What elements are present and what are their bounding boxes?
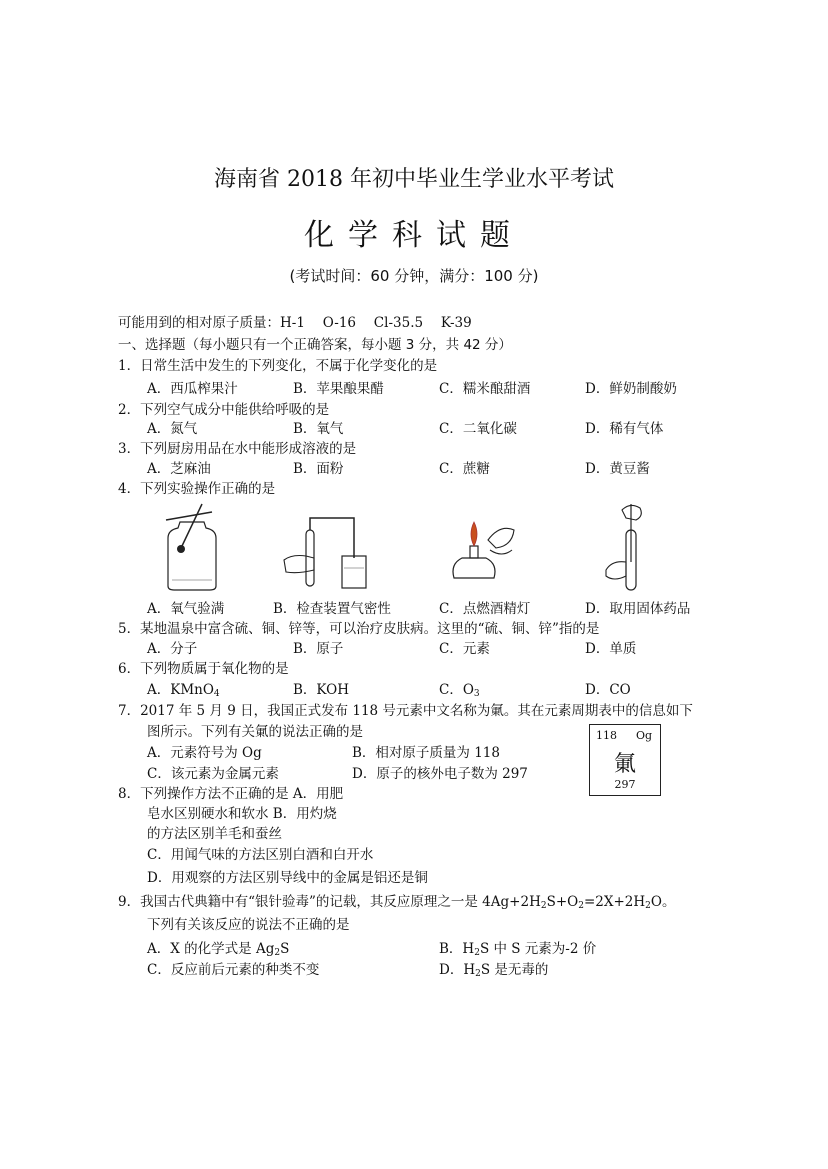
q2-option-d: D．稀有气体: [585, 421, 664, 437]
element-mass: 297: [614, 778, 636, 791]
q3-option-d: D．黄豆酱: [585, 461, 650, 477]
q3-option-c: C．蔗糖: [439, 461, 490, 477]
q7-option-a: A．元素符号为 Og: [147, 745, 262, 761]
q9-option-c: C．反应前后元素的种类不变: [147, 962, 320, 978]
q4-option-b: B．检查装置气密性: [273, 601, 391, 617]
q1-option-c: C．糯米酿甜酒: [439, 381, 531, 397]
q5-option-d: D．单质: [585, 641, 637, 657]
q3-option-b: B．面粉: [293, 461, 344, 477]
q2-option-c: C．二氧化碳: [439, 421, 517, 437]
q6-option-a: A．KMnO$_4$: [147, 682, 220, 699]
q8-stem: 8．下列操作方法不正确的是 A．用肥: [118, 786, 344, 802]
q2-option-a: A．氮气: [147, 421, 198, 437]
q4-option-d: D．取用固体药品: [585, 601, 691, 617]
q9-option-d: D．$H_2S$ 是无毒的: [439, 962, 549, 979]
figure-airtightness: [278, 500, 368, 592]
section-heading: 一、选择题（每小题只有一个正确答案，每小题 3 分，共 42 分）: [118, 337, 512, 353]
q1-option-d: D．鲜奶制酸奶: [585, 381, 677, 397]
q3-stem: 3．下列厨房用品在水中能形成溶液的是: [118, 441, 357, 457]
q6-option-c: C．$O_3$: [439, 682, 480, 699]
subject-title: 化学科试题: [304, 218, 524, 253]
q8-line3: 的方法区别羊毛和蚕丝: [147, 826, 282, 842]
q5-stem: 5．某地温泉中富含硫、铜、锌等，可以治疗皮肤病。这里的“硫、铜、锌”指的是: [118, 621, 600, 637]
q8-option-d: D．用观察的方法区别导线中的金属是铝还是铜: [147, 870, 428, 886]
q7-option-d: D．原子的核外电子数为 297: [352, 766, 528, 782]
q7-stem-line2: 图所示。下列有关氭的说法正确的是: [147, 724, 363, 740]
q6-option-d: D．CO: [585, 682, 631, 698]
q9-line2: 下列有关该反应的说法不正确的是: [147, 917, 350, 933]
q9-option-b: B．$H_2S$ 中 S 元素为-2 价: [439, 941, 597, 958]
figure-solid-reagent: [592, 500, 682, 592]
q1-option-a: A．西瓜榨果汁: [147, 381, 238, 397]
q3-option-a: A．芝麻油: [147, 461, 211, 477]
exam-info: (考试时间：60 分钟，满分：100 分): [289, 267, 539, 285]
atomic-mass-note: 可能用到的相对原子质量：H-1 O-16 Cl-35.5 K-39: [118, 315, 472, 331]
q9-option-a: A．X 的化学式是 $Ag_2S$: [147, 941, 290, 958]
q8-option-c: C．用闻气味的方法区别白酒和白开水: [147, 847, 374, 863]
q1-stem: 1．日常生活中发生的下列变化，不属于化学变化的是: [118, 358, 438, 374]
q6-stem: 6．下列物质属于氧化物的是: [118, 661, 289, 677]
exam-title: 海南省 2018 年初中毕业生学业水平考试: [214, 167, 614, 192]
q9-stem: 9．我国古代典籍中有“银针验毒”的记载，其反应原理之一是 $4Ag+2H_2S+O_2=2X+2H_2O$。: [118, 894, 676, 911]
q1-option-b: B．苹果酿果醋: [293, 381, 384, 397]
element-name: 氭: [613, 752, 636, 777]
q7-option-c: C．该元素为金属元素: [147, 766, 279, 782]
element-number: 118: [596, 729, 617, 742]
q7-stem-line1: 7．2017 年 5 月 9 日，我国正式发布 118 号元素中文名称为氭。其在元素周期表中的信息如下: [118, 703, 693, 719]
figure-alcohol-lamp: [440, 500, 530, 592]
q8-line2: 皂水区别硬水和软水 B．用灼烧: [147, 806, 337, 822]
q5-option-b: B．原子: [293, 641, 344, 657]
q5-option-a: A．分子: [147, 641, 198, 657]
q7-option-b: B．相对原子质量为 118: [352, 745, 500, 761]
figure-oxygen-test: [150, 500, 240, 592]
q5-option-c: C．元素: [439, 641, 490, 657]
q2-stem: 2．下列空气成分中能供给呼吸的是: [118, 402, 330, 418]
q4-option-a: A．氧气验满: [147, 601, 225, 617]
q4-stem: 4．下列实验操作正确的是: [118, 481, 276, 497]
q2-option-b: B．氧气: [293, 421, 344, 437]
q6-option-b: B．KOH: [293, 682, 349, 698]
element-card: [589, 724, 661, 796]
element-symbol: Og: [635, 729, 652, 742]
q4-option-c: C．点燃酒精灯: [439, 601, 531, 617]
